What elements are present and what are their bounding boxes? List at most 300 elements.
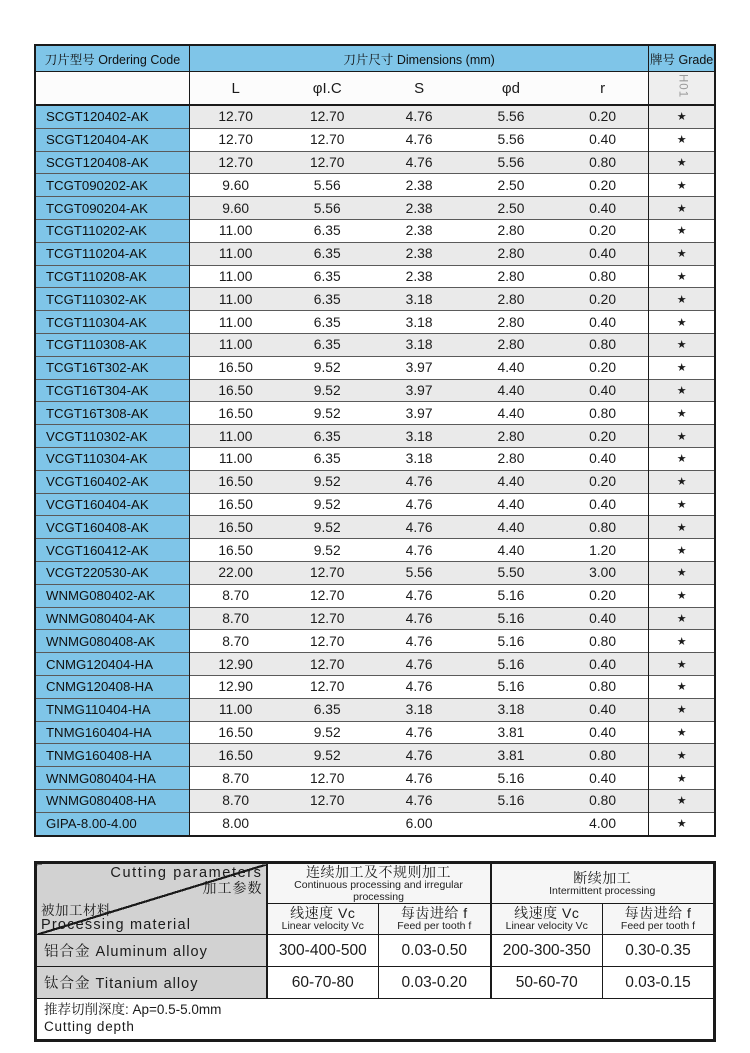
grade-star-cell: ★	[649, 333, 715, 356]
dim-d-cell: 5.16	[465, 584, 557, 607]
grade-star-cell: ★	[649, 174, 715, 197]
dim-d-cell: 2.80	[465, 219, 557, 242]
dim-r-cell: 0.80	[557, 789, 649, 812]
dim-S-cell: 4.76	[373, 721, 465, 744]
dim-d-cell: 3.18	[465, 698, 557, 721]
dim-d-cell: 5.56	[465, 105, 557, 128]
ordering-code-cell: TCGT16T302-AK	[35, 356, 189, 379]
dim-L-cell: 16.50	[189, 402, 281, 425]
table-row	[35, 516, 715, 539]
ordering-code-cell: TCGT110308-AK	[35, 333, 189, 356]
dim-IC-cell: 9.52	[281, 539, 373, 562]
aluminum-feed-continuous: 0.03-0.50	[379, 935, 491, 967]
dim-S-cell: 4.76	[373, 493, 465, 516]
dim-L-cell: 16.50	[189, 516, 281, 539]
dim-L-cell: 8.70	[189, 630, 281, 653]
dim-S-cell: 4.76	[373, 744, 465, 767]
dimensions-header: 刀片尺寸 Dimensions (mm)	[189, 45, 648, 72]
dim-IC-cell: 6.35	[281, 425, 373, 448]
dim-d-cell: 3.81	[465, 721, 557, 744]
cutting-depth-zh: 推荐切削深度: Ap=0.5-5.0mm	[44, 1002, 222, 1018]
dim-IC-cell: 12.70	[281, 151, 373, 174]
table-row	[35, 630, 715, 653]
titanium-vc-continuous: 60-70-80	[267, 967, 379, 999]
dim-r-cell: 0.20	[557, 219, 649, 242]
ordering-code-cell: TNMG160408-HA	[35, 744, 189, 767]
dim-L-cell: 11.00	[189, 265, 281, 288]
table-row	[35, 219, 715, 242]
table-row	[35, 311, 715, 334]
dim-S-cell: 2.38	[373, 174, 465, 197]
aluminum-vc-intermittent: 200-300-350	[491, 935, 603, 967]
feed-per-tooth-en: Feed per tooth f	[397, 920, 472, 933]
ordering-code-cell: TCGT110208-AK	[35, 265, 189, 288]
dim-S-cell: 4.76	[373, 584, 465, 607]
subheader-empty-cell	[35, 72, 189, 106]
dim-L-cell: 16.50	[189, 470, 281, 493]
grade-star-cell: ★	[649, 265, 715, 288]
dim-d-cell: 5.16	[465, 630, 557, 653]
dim-S-cell: 3.97	[373, 402, 465, 425]
dim-d-cell: 4.40	[465, 516, 557, 539]
ordering-code-cell: WNMG080408-HA	[35, 789, 189, 812]
table-row	[35, 447, 715, 470]
dim-r-cell: 0.80	[557, 516, 649, 539]
ordering-code-cell: SCGT120402-AK	[35, 105, 189, 128]
linear-velocity-en: Linear velocity Vc	[281, 920, 364, 933]
dim-L-cell: 12.70	[189, 105, 281, 128]
dim-L-cell: 11.00	[189, 242, 281, 265]
table-row	[35, 561, 715, 584]
ordering-code-cell: VCGT160412-AK	[35, 539, 189, 562]
grade-star-cell: ★	[649, 288, 715, 311]
ordering-code-cell: TCGT110204-AK	[35, 242, 189, 265]
dim-d-cell: 2.80	[465, 311, 557, 334]
dim-r-cell: 0.40	[557, 242, 649, 265]
dim-L-cell: 12.70	[189, 151, 281, 174]
grade-star-cell: ★	[649, 151, 715, 174]
dim-r-cell: 0.80	[557, 151, 649, 174]
grade-star-cell: ★	[649, 197, 715, 220]
grade-star-cell: ★	[649, 767, 715, 790]
ordering-code-cell: CNMG120408-HA	[35, 675, 189, 698]
material-label: 铝合金 Aluminum alloy	[36, 935, 267, 967]
table-header-row	[35, 45, 715, 72]
dim-d-cell: 2.80	[465, 425, 557, 448]
grade-star-cell: ★	[649, 789, 715, 812]
grade-star-cell: ★	[649, 584, 715, 607]
dim-IC-cell: 9.52	[281, 721, 373, 744]
dim-S-cell: 2.38	[373, 219, 465, 242]
dim-r-cell: 0.20	[557, 174, 649, 197]
dim-IC-cell: 6.35	[281, 288, 373, 311]
ordering-code-cell: TCGT090204-AK	[35, 197, 189, 220]
dim-d-cell: 2.50	[465, 197, 557, 220]
dim-r-cell: 0.40	[557, 767, 649, 790]
ordering-code-cell: TCGT110302-AK	[35, 288, 189, 311]
table-row	[35, 425, 715, 448]
ordering-code-cell: TNMG110404-HA	[35, 698, 189, 721]
dim-L-cell: 16.50	[189, 379, 281, 402]
dim-IC-cell: 12.70	[281, 767, 373, 790]
dim-S-cell: 3.18	[373, 288, 465, 311]
grade-code-cell	[649, 72, 715, 106]
dim-d-cell: 4.40	[465, 379, 557, 402]
dim-IC-cell: 12.70	[281, 128, 373, 151]
dim-IC-cell: 9.52	[281, 356, 373, 379]
linear-velocity-zh: 线速度 Vc	[514, 905, 580, 922]
material-row-titanium	[36, 967, 715, 999]
aluminum-feed-intermittent: 0.30-0.35	[603, 935, 715, 967]
ordering-code-cell: TCGT16T308-AK	[35, 402, 189, 425]
ordering-code-cell: TCGT16T304-AK	[35, 379, 189, 402]
dim-d-cell: 5.50	[465, 561, 557, 584]
insert-table-body	[35, 105, 715, 836]
dim-S-cell: 4.76	[373, 675, 465, 698]
ordering-code-cell: TCGT110304-AK	[35, 311, 189, 334]
dim-IC-cell: 6.35	[281, 219, 373, 242]
dim-r-cell: 0.40	[557, 197, 649, 220]
grade-star-cell: ★	[649, 425, 715, 448]
ordering-code-cell: WNMG080404-HA	[35, 767, 189, 790]
subheader-linear-velocity-2	[491, 904, 603, 935]
dim-L-cell: 11.00	[189, 311, 281, 334]
table-subheader-row	[35, 72, 715, 106]
table-row	[35, 493, 715, 516]
dim-d-cell: 4.40	[465, 470, 557, 493]
table-row	[35, 356, 715, 379]
dim-L-cell: 11.00	[189, 447, 281, 470]
dim-L-cell: 16.50	[189, 744, 281, 767]
dim-d-cell: 2.80	[465, 288, 557, 311]
dim-d-cell: 5.56	[465, 128, 557, 151]
dim-d-cell: 2.80	[465, 265, 557, 288]
dim-IC-cell: 9.52	[281, 516, 373, 539]
grade-star-cell: ★	[649, 470, 715, 493]
dim-r-cell: 0.40	[557, 379, 649, 402]
material-row-aluminum	[36, 935, 715, 967]
dim-S-cell: 3.18	[373, 311, 465, 334]
dim-L-cell: 16.50	[189, 721, 281, 744]
grade-star-cell: ★	[649, 561, 715, 584]
table-row	[35, 767, 715, 790]
dim-S-cell: 3.97	[373, 356, 465, 379]
ordering-code-cell: CNMG120404-HA	[35, 653, 189, 676]
dim-IC-cell: 6.35	[281, 265, 373, 288]
ordering-code-header: 刀片型号 Ordering Code	[35, 45, 189, 72]
dim-d-cell: 5.16	[465, 607, 557, 630]
dim-S-cell: 4.76	[373, 516, 465, 539]
table-row	[35, 402, 715, 425]
dim-r-cell: 0.40	[557, 653, 649, 676]
dim-L-cell: 12.70	[189, 128, 281, 151]
table-row	[35, 653, 715, 676]
table-row	[35, 539, 715, 562]
dim-r-cell: 0.40	[557, 607, 649, 630]
dim-IC-cell: 9.52	[281, 493, 373, 516]
grade-star-cell: ★	[649, 630, 715, 653]
dim-S-cell: 2.38	[373, 197, 465, 220]
dim-L-cell: 9.60	[189, 197, 281, 220]
dim-d-cell: 5.16	[465, 789, 557, 812]
subheader-feed-per-tooth-1	[379, 904, 491, 935]
table-row	[35, 288, 715, 311]
titanium-feed-continuous: 0.03-0.20	[379, 967, 491, 999]
dim-IC-cell: 9.52	[281, 402, 373, 425]
dim-S-cell: 3.18	[373, 698, 465, 721]
ordering-code-cell: VCGT220530-AK	[35, 561, 189, 584]
grade-code-vertical-label: H01	[676, 73, 689, 99]
grade-star-cell: ★	[649, 744, 715, 767]
dim-S-cell: 4.76	[373, 789, 465, 812]
dim-L-cell: 22.00	[189, 561, 281, 584]
grade-star-cell: ★	[649, 493, 715, 516]
dim-IC-cell: 6.35	[281, 333, 373, 356]
dim-S-cell: 4.76	[373, 470, 465, 493]
grade-header: 牌号 Grade	[649, 45, 715, 72]
dim-r-cell: 0.20	[557, 425, 649, 448]
table-row	[35, 333, 715, 356]
table-row	[35, 151, 715, 174]
dim-IC-cell: 9.52	[281, 470, 373, 493]
ordering-code-cell: SCGT120408-AK	[35, 151, 189, 174]
ordering-code-cell: SCGT120404-AK	[35, 128, 189, 151]
subheader-L: L	[189, 72, 281, 106]
dim-L-cell: 11.00	[189, 425, 281, 448]
dim-IC-cell: 12.70	[281, 653, 373, 676]
dim-L-cell: 8.00	[189, 812, 281, 835]
dim-d-cell: 4.40	[465, 356, 557, 379]
ordering-code-cell: TCGT090202-AK	[35, 174, 189, 197]
cut-header-row-groups	[36, 863, 715, 904]
dim-r-cell: 0.80	[557, 265, 649, 288]
grade-star-cell: ★	[649, 379, 715, 402]
dim-IC-cell: 6.35	[281, 447, 373, 470]
grade-star-cell: ★	[649, 402, 715, 425]
ordering-code-cell: WNMG080404-AK	[35, 607, 189, 630]
insert-dimensions-table	[34, 44, 716, 837]
feed-per-tooth-en: Feed per tooth f	[620, 920, 696, 933]
dim-IC-cell: 9.52	[281, 744, 373, 767]
subheader-S: S	[373, 72, 465, 106]
ordering-code-cell: WNMG080408-AK	[35, 630, 189, 653]
dim-IC-cell: 12.70	[281, 675, 373, 698]
dim-L-cell: 16.50	[189, 539, 281, 562]
dim-r-cell: 0.40	[557, 128, 649, 151]
dim-L-cell: 11.00	[189, 698, 281, 721]
dim-r-cell: 0.20	[557, 356, 649, 379]
grade-star-cell: ★	[649, 812, 715, 835]
grade-star-cell: ★	[649, 516, 715, 539]
table-row	[35, 265, 715, 288]
ordering-code-cell: VCGT110304-AK	[35, 447, 189, 470]
dim-S-cell: 4.76	[373, 630, 465, 653]
dim-d-cell: 5.16	[465, 767, 557, 790]
dim-IC-cell: 12.70	[281, 789, 373, 812]
dim-S-cell: 2.38	[373, 265, 465, 288]
table-row	[35, 128, 715, 151]
dim-r-cell: 0.80	[557, 744, 649, 767]
dim-L-cell: 8.70	[189, 789, 281, 812]
cutting-depth-row	[36, 999, 715, 1041]
group-continuous-zh: 连续加工及不规则加工	[306, 864, 452, 880]
corner-label-cutting-parameters: Cutting parameters	[110, 865, 263, 881]
dim-d-cell: 4.40	[465, 402, 557, 425]
grade-star-cell: ★	[649, 219, 715, 242]
dim-S-cell: 2.38	[373, 242, 465, 265]
dim-S-cell: 4.76	[373, 653, 465, 676]
dim-r-cell: 0.80	[557, 333, 649, 356]
dim-d-cell: 5.16	[465, 653, 557, 676]
dim-IC-cell: 5.56	[281, 174, 373, 197]
aluminum-vc-continuous: 300-400-500	[267, 935, 379, 967]
table-row	[35, 744, 715, 767]
dim-L-cell: 9.60	[189, 174, 281, 197]
dim-r-cell: 1.20	[557, 539, 649, 562]
ordering-code-cell: GIPA-8.00-4.00	[35, 812, 189, 835]
titanium-feed-intermittent: 0.03-0.15	[603, 967, 715, 999]
dim-r-cell: 0.40	[557, 493, 649, 516]
dim-r-cell: 0.80	[557, 630, 649, 653]
linear-velocity-zh: 线速度 Vc	[290, 905, 356, 922]
dim-d-cell	[465, 812, 557, 835]
ordering-code-cell: TNMG160404-HA	[35, 721, 189, 744]
subheader-d: φd	[465, 72, 557, 106]
table-row	[35, 607, 715, 630]
dim-d-cell: 4.40	[465, 493, 557, 516]
group-intermittent-en: Intermittent processing	[549, 884, 656, 897]
dim-d-cell: 2.50	[465, 174, 557, 197]
grade-star-cell: ★	[649, 607, 715, 630]
table-row	[35, 379, 715, 402]
dim-L-cell: 8.70	[189, 584, 281, 607]
ordering-code-cell: VCGT160402-AK	[35, 470, 189, 493]
feed-per-tooth-zh: 每齿进给 f	[624, 905, 692, 922]
dim-IC-cell: 5.56	[281, 197, 373, 220]
dim-S-cell: 5.56	[373, 561, 465, 584]
dim-S-cell: 4.76	[373, 767, 465, 790]
feed-per-tooth-zh: 每齿进给 f	[400, 905, 468, 922]
dim-r-cell: 0.40	[557, 698, 649, 721]
dim-IC-cell: 12.70	[281, 584, 373, 607]
cutting-depth-en: Cutting depth	[44, 1019, 135, 1035]
group-continuous-en: Continuous processing and irregular processing	[294, 879, 463, 903]
dim-r-cell: 0.40	[557, 721, 649, 744]
ordering-code-cell: WNMG080402-AK	[35, 584, 189, 607]
table-row	[35, 721, 715, 744]
dim-r-cell: 0.40	[557, 447, 649, 470]
group-header-continuous	[267, 863, 491, 904]
corner-diagonal-cell	[36, 863, 267, 935]
dim-S-cell: 6.00	[373, 812, 465, 835]
group-header-intermittent	[491, 863, 715, 904]
dim-IC-cell: 9.52	[281, 379, 373, 402]
dim-d-cell: 2.80	[465, 447, 557, 470]
dim-IC-cell: 6.35	[281, 311, 373, 334]
corner-label-cutting-parameters-zh: 加工参数	[202, 880, 263, 896]
dim-r-cell: 0.80	[557, 675, 649, 698]
dim-r-cell: 3.00	[557, 561, 649, 584]
dim-d-cell: 5.56	[465, 151, 557, 174]
dim-d-cell: 4.40	[465, 539, 557, 562]
dim-r-cell: 0.20	[557, 470, 649, 493]
ordering-code-cell: VCGT160408-AK	[35, 516, 189, 539]
dim-L-cell: 8.70	[189, 767, 281, 790]
dim-IC-cell: 6.35	[281, 698, 373, 721]
dim-L-cell: 16.50	[189, 493, 281, 516]
table-row	[35, 242, 715, 265]
table-row	[35, 675, 715, 698]
dim-IC-cell: 12.70	[281, 561, 373, 584]
dim-IC-cell: 12.70	[281, 607, 373, 630]
grade-star-cell: ★	[649, 721, 715, 744]
ordering-code-cell: TCGT110202-AK	[35, 219, 189, 242]
dim-L-cell: 11.00	[189, 288, 281, 311]
dim-L-cell: 12.90	[189, 675, 281, 698]
ordering-code-cell: VCGT160404-AK	[35, 493, 189, 516]
dim-d-cell: 2.80	[465, 333, 557, 356]
dim-S-cell: 4.76	[373, 539, 465, 562]
table-row	[35, 698, 715, 721]
dim-S-cell: 3.18	[373, 425, 465, 448]
dim-r-cell: 0.20	[557, 584, 649, 607]
dim-S-cell: 3.18	[373, 447, 465, 470]
dim-IC-cell	[281, 812, 373, 835]
table-row	[35, 197, 715, 220]
grade-star-cell: ★	[649, 128, 715, 151]
grade-star-cell: ★	[649, 242, 715, 265]
grade-star-cell: ★	[649, 539, 715, 562]
subheader-r: r	[557, 72, 649, 106]
dim-r-cell: 0.20	[557, 105, 649, 128]
dim-S-cell: 4.76	[373, 128, 465, 151]
dim-d-cell: 5.16	[465, 675, 557, 698]
dim-L-cell: 12.90	[189, 653, 281, 676]
dim-S-cell: 4.76	[373, 105, 465, 128]
group-intermittent-zh: 断续加工	[573, 869, 632, 886]
grade-star-cell: ★	[649, 447, 715, 470]
dim-L-cell: 11.00	[189, 333, 281, 356]
corner-label-processing-material-zh: 被加工材料	[41, 903, 111, 919]
dim-L-cell: 16.50	[189, 356, 281, 379]
subheader-feed-per-tooth-2	[603, 904, 715, 935]
titanium-vc-intermittent: 50-60-70	[491, 967, 603, 999]
dim-r-cell: 4.00	[557, 812, 649, 835]
subheader-IC: φI.C	[281, 72, 373, 106]
dim-IC-cell: 12.70	[281, 630, 373, 653]
grade-star-cell: ★	[649, 698, 715, 721]
table-row	[35, 789, 715, 812]
grade-star-cell: ★	[649, 675, 715, 698]
corner-label-processing-material: Processing material	[41, 916, 192, 933]
grade-star-cell: ★	[649, 105, 715, 128]
dim-S-cell: 3.97	[373, 379, 465, 402]
material-label: 钛合金 Titanium alloy	[36, 967, 267, 999]
table-row	[35, 470, 715, 493]
dim-d-cell: 2.80	[465, 242, 557, 265]
grade-star-cell: ★	[649, 653, 715, 676]
table-row	[35, 105, 715, 128]
dim-r-cell: 0.80	[557, 402, 649, 425]
ordering-code-cell: VCGT110302-AK	[35, 425, 189, 448]
dim-S-cell: 3.18	[373, 333, 465, 356]
dim-r-cell: 0.40	[557, 311, 649, 334]
subheader-linear-velocity-1	[267, 904, 379, 935]
cutting-depth-note	[36, 999, 715, 1041]
dim-S-cell: 4.76	[373, 151, 465, 174]
grade-star-cell: ★	[649, 356, 715, 379]
table-row	[35, 584, 715, 607]
